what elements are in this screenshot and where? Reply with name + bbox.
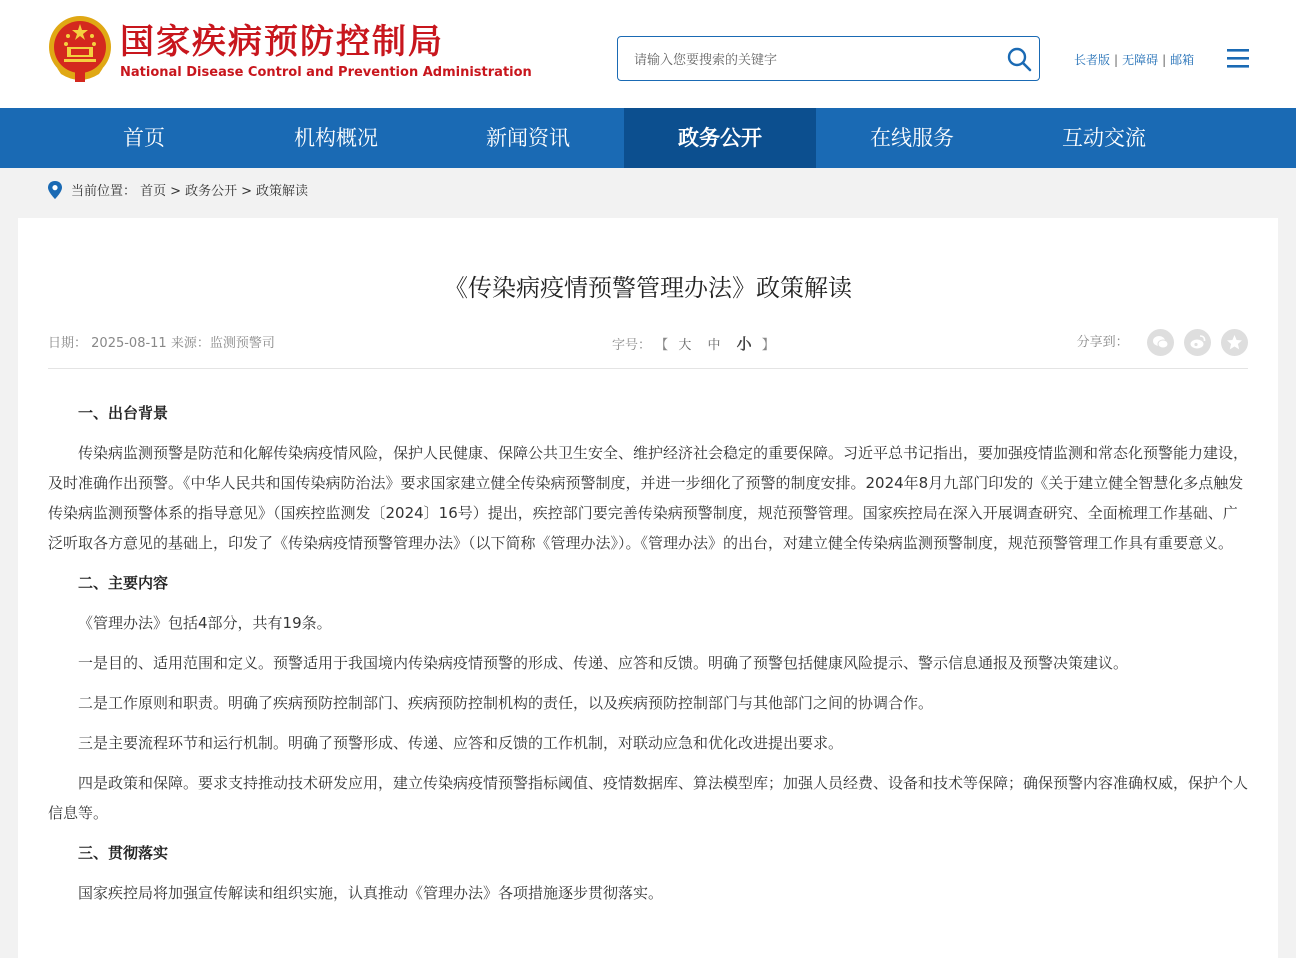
weibo-share-button[interactable] <box>1184 329 1211 356</box>
weibo-icon <box>1189 334 1206 351</box>
site-title[interactable]: 国家疾病预防控制局 <box>120 22 444 62</box>
article-date: 2025-08-11 <box>91 336 167 351</box>
article-paragraph: 三是主要流程环节和运行机制。明确了预警形成、传递、应答和反馈的工作机制，对联动应急和优化改进提出要求。 <box>78 734 844 752</box>
favorite-share-button[interactable] <box>1221 329 1248 356</box>
article-paragraph: 一是目的、适用范围和定义。预警适用于我国境内传染病疫情预警的形成、传递、应答和反馈。明确了预警包括健康风险提示、警示信息通报及预警决策建议。 <box>78 654 1129 672</box>
date-label: 日期： <box>48 336 88 351</box>
article-title: 《传染病疫情预警管理办法》政策解读 <box>444 274 852 302</box>
article-body <box>48 398 1248 918</box>
wechat-share-button[interactable] <box>1147 329 1174 356</box>
article-paragraph: 国家疾控局将加强宣传解读和组织实施，认真推动《管理办法》各项措施逐步贯彻落实。 <box>78 884 664 902</box>
search-box <box>617 36 1040 81</box>
link-separator: | <box>1114 53 1119 67</box>
article-paragraph: 四是政策和保障。要求支持推动技术研发应用，建立传染病疫情预警指标阈值、疫情数据库、算法模型库；加强人员经费、设备和技术等保障；确保预警内容准确权威，保护个人信息等。 <box>48 774 1249 822</box>
article-paragraph: 传染病监测预警是防范和化解传染病疫情风险，保护人民健康、保障公共卫生安全、维护经济社会稳定的重要保障。习近平总书记指出，要加强疫情监测和常态化预警能力建设，及时准确作出预警。《中华人民共和国传染病防治法》要求国家建立健全传染病预警制度，并进一步细化了预警的制度安排。2024年8月九部门印发的《关于建立健全智慧化多点触发传染病监测预警体系的指导意见》（国疾控监测发〔2024〕16号）提出，疾控部门要完善传染病预警制度，规范预警管理。国家疾控局在深入开展调查研究、全面梳理工作基础、广泛听取各方意见的基础上，印发了《传染病疫情预警管理办法》（以下简称《管理办法》）。《管理办法》的出台，对建立健全传染病监测预警制度，规范预警管理工作具有重要意义。 <box>48 444 1249 552</box>
article-card <box>18 218 1278 958</box>
article-paragraph: 《管理办法》包括4部分，共有19条。 <box>78 614 332 632</box>
hamburger-menu-icon[interactable] <box>1227 47 1249 69</box>
star-icon <box>1226 334 1243 351</box>
breadcrumb-separator: > <box>241 184 252 199</box>
nav-item-home[interactable]: 首页 <box>123 126 165 150</box>
breadcrumb-government-affairs[interactable]: 政务公开 <box>185 184 238 199</box>
bracket-close: 】 <box>761 338 775 353</box>
section-heading: 三、贯彻落实 <box>78 844 169 862</box>
link-separator: | <box>1162 53 1167 67</box>
share-label: 分享到： <box>1076 334 1129 350</box>
font-size-large-button[interactable]: 大 <box>678 338 692 353</box>
mail-link[interactable]: 邮箱 <box>1170 53 1195 67</box>
breadcrumb-home[interactable]: 首页 <box>140 184 167 199</box>
accessibility-link[interactable]: 无障碍 <box>1122 53 1159 67</box>
location-pin-icon <box>47 181 63 199</box>
site-subtitle[interactable]: National Disease Control and Prevention Administration <box>120 65 532 80</box>
source-label: 来源： <box>170 336 210 351</box>
nav-item-about[interactable]: 机构概况 <box>294 126 378 150</box>
font-size-medium-button[interactable]: 中 <box>707 338 721 353</box>
article-source: 监测预警司 <box>209 336 275 351</box>
nav-item-interaction[interactable]: 互动交流 <box>1062 126 1146 150</box>
section-heading: 二、主要内容 <box>78 574 169 592</box>
article-paragraph: 二是工作原则和职责。明确了疾病预防控制部门、疾病预防控制机构的责任，以及疾病预防控制部门与其他部门之间的协调合作。 <box>78 694 934 712</box>
nav-item-online-services[interactable]: 在线服务 <box>870 126 954 150</box>
nav-item-government-affairs[interactable]: 政务公开 <box>624 108 816 168</box>
breadcrumb <box>47 180 308 204</box>
elder-mode-link[interactable]: 长者版 <box>1074 53 1111 67</box>
site-header <box>0 0 1296 108</box>
national-emblem-icon[interactable] <box>47 14 113 84</box>
font-size-small-button[interactable]: 小 <box>736 335 752 353</box>
section-heading: 一、出台背景 <box>78 404 169 422</box>
breadcrumb-separator: > <box>170 184 182 199</box>
font-size-label: 字号： <box>612 338 652 353</box>
main-nav <box>0 108 1296 168</box>
article-meta <box>48 331 1248 357</box>
share-bar <box>1077 329 1248 356</box>
article-date-source <box>48 331 275 357</box>
breadcrumb-policy-interpretation[interactable]: 政策解读 <box>256 184 309 199</box>
search-icon[interactable] <box>1005 45 1033 73</box>
meta-divider <box>48 368 1248 369</box>
font-size-switcher <box>612 331 775 359</box>
breadcrumb-label: 当前位置： <box>71 184 137 199</box>
bracket-open: 【 <box>655 338 669 353</box>
top-links <box>1074 51 1194 68</box>
wechat-icon <box>1152 334 1169 351</box>
search-input[interactable] <box>632 47 996 73</box>
nav-item-news[interactable]: 新闻资讯 <box>486 126 570 150</box>
